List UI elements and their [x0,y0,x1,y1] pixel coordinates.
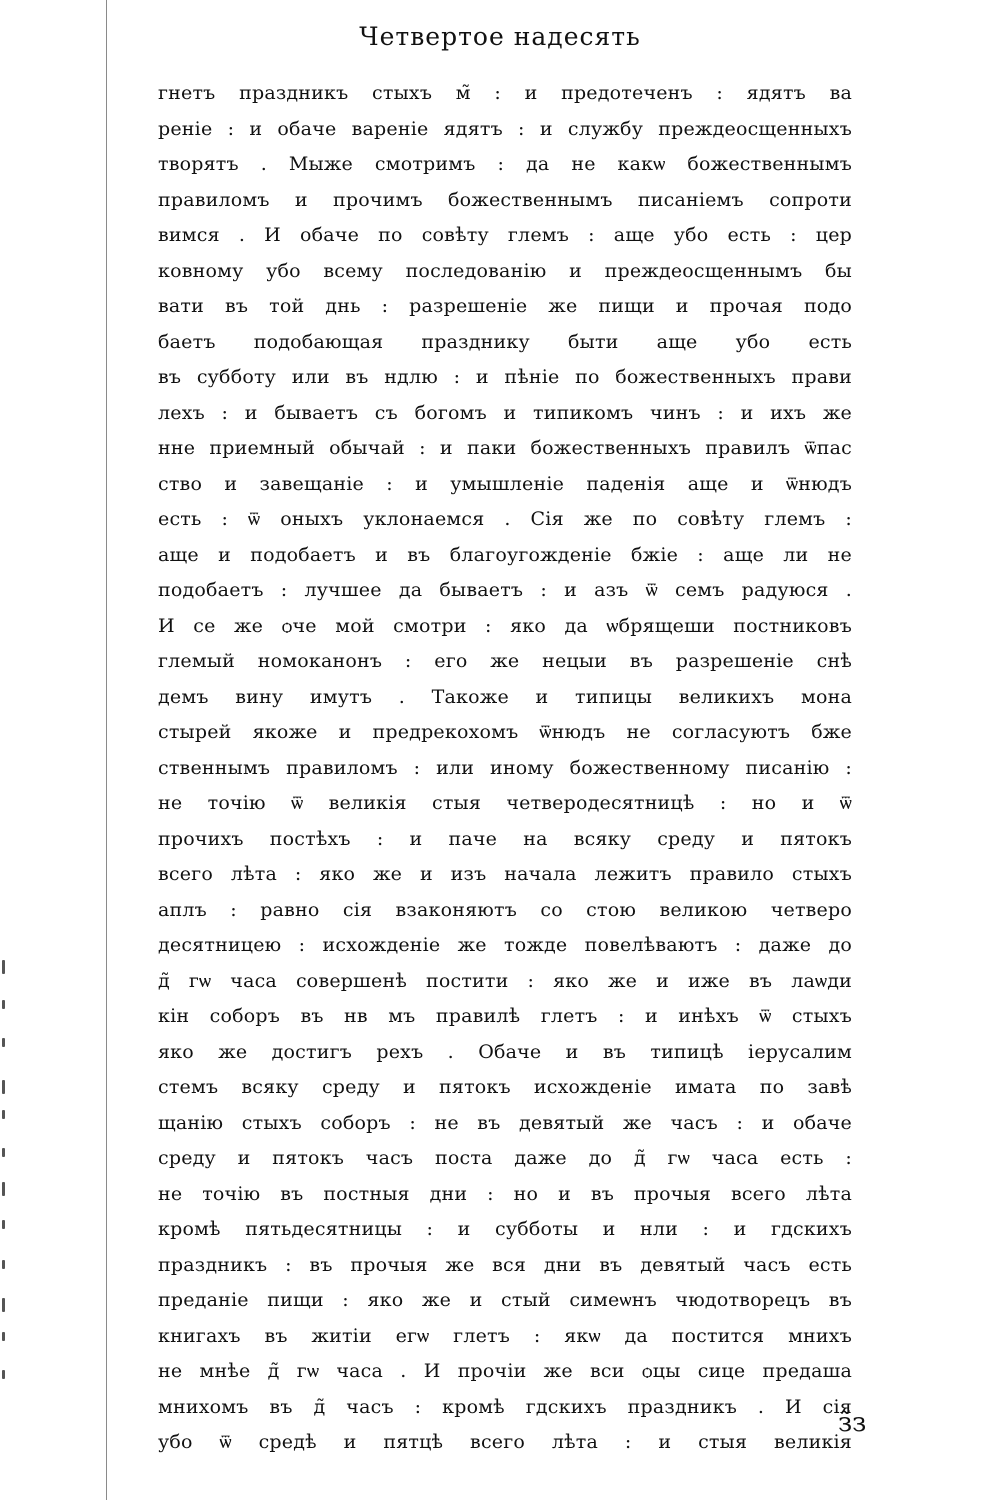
text-line: лехъ : и бываетъ съ богомъ и типикомъ чинъ : и ихъ же [158,401,852,424]
text-line: творятъ . Мыже смотримъ : да не какѡ божественнымъ [158,153,852,175]
text-line: вимся . И обаче по совѣту глемъ : аще убо есть : цер [158,224,852,246]
text-line: праздникъ : въ прочыя же вся дни въ девятый часъ есть [158,1253,852,1276]
text-line: аще и подобаетъ и въ благоугожденіе бжіе : аще ли не [158,543,852,566]
text-line: не точію въ постныя дни : но и въ прочыя всего лѣта [158,1182,852,1205]
text-line: щанію стыхъ соборъ : не въ девятый же часъ : и обаче [158,1111,852,1134]
text-line: книгахъ въ житіи егѡ глетъ : якѡ да постится мнихъ [158,1324,852,1347]
text-line: преданіе пищи : яко же и стый симеѡнъ чюдотворецъ въ [158,1289,852,1311]
text-line: аплъ : равно сія взаконяютъ со стою великою четверо [158,898,852,921]
page-number: з̃з [838,1408,867,1438]
text-line: баетъ подобающая празднику быти аще убо есть [158,330,852,353]
text-line: прочихъ постѣхъ : и паче на всяку среду и пятокъ [158,827,852,850]
text-line: стырей якоже и предрекохомъ ѿнюдъ не согласуютъ бже [158,721,852,743]
text-line: яко же достигъ рехъ . Обаче и въ типицѣ іерусалим [158,1040,852,1063]
text-line: кромѣ пятьдесятницы : и субботы и нли : и гдскихъ [158,1218,852,1240]
text-line: стемъ всяку среду и пятокъ исхожденіе имата по завѣ [158,1076,852,1098]
text-line: мнихомъ въ д̃ часъ : кромѣ гдскихъ праздникъ . И сія [158,1395,852,1418]
body-text [158,76,852,1461]
text-line: есть : ѿ оныхъ уклонаемся . Сія же по совѣту глемъ : [158,508,852,530]
text-line: вати въ той днь : разрешеніе же пищи и прочая подо [158,295,852,317]
text-line: убо ѿ средѣ и пятцѣ всего лѣта : и стыя великія [158,1431,852,1453]
gutter-line [106,0,107,1500]
text-line: не мнѣе д̃ гѡ часа . И прочіи же вси ѻцы сице предаша [158,1360,852,1382]
text-line: реніе : и обаче вареніе ядятъ : и службу преждеосщенныхъ [158,117,852,140]
text-line: д̃ гѡ часа совершенѣ постити : яко же и иже въ лаѡди [158,969,852,992]
text-line: десятницею : исхожденіе же тожде повелѣваютъ : даже до [158,934,852,956]
text-line: подобаетъ : лучшее да бываетъ : и азъ ѿ семъ радуюся . [158,579,852,601]
text-line: И се же ѻче мой смотри : яко да ѡбрящеши постниковъ [158,614,852,637]
text-line: среду и пятокъ часъ поста даже до д̃ гѡ часа есть : [158,1147,852,1169]
text-line: гнетъ праздникъ стыхъ м̃ : и предотеченъ : ядятъ ва [158,82,852,104]
text-line: нне приемный обычай : и паки божественныхъ правилъ ѿпас [158,437,852,459]
text-line: демъ вину имутъ . Такоже и типицы великихъ мона [158,685,852,708]
running-head: Четвертое надесять [359,22,641,51]
text-line: всего лѣта : яко же и изъ начала лежитъ правило стыхъ [158,863,852,885]
text-line: ство и завещаніе : и умышленіе паденія аще и ѿнюдъ [158,472,852,495]
edge-marks [0,960,14,1400]
text-line: кін соборъ въ нв мъ правилѣ глетъ : и инѣхъ ѿ стыхъ [158,1005,852,1027]
text-line: ковному убо всему последованію и преждеосщеннымъ бы [158,259,852,282]
text-line: правиломъ и прочимъ божественнымъ писаніемъ сопроти [158,188,852,211]
text-line: не точію ѿ великія стыя четверодесятницѣ : но и ѿ [158,792,852,814]
text-line: въ субботу или въ ндлю : и пѣніе по божественныхъ прави [158,366,852,388]
text-line: глемый номоканонъ : его же нецыи въ разрешеніе снѣ [158,650,852,672]
text-line: ственнымъ правиломъ : или иному божественному писанію : [158,756,852,779]
